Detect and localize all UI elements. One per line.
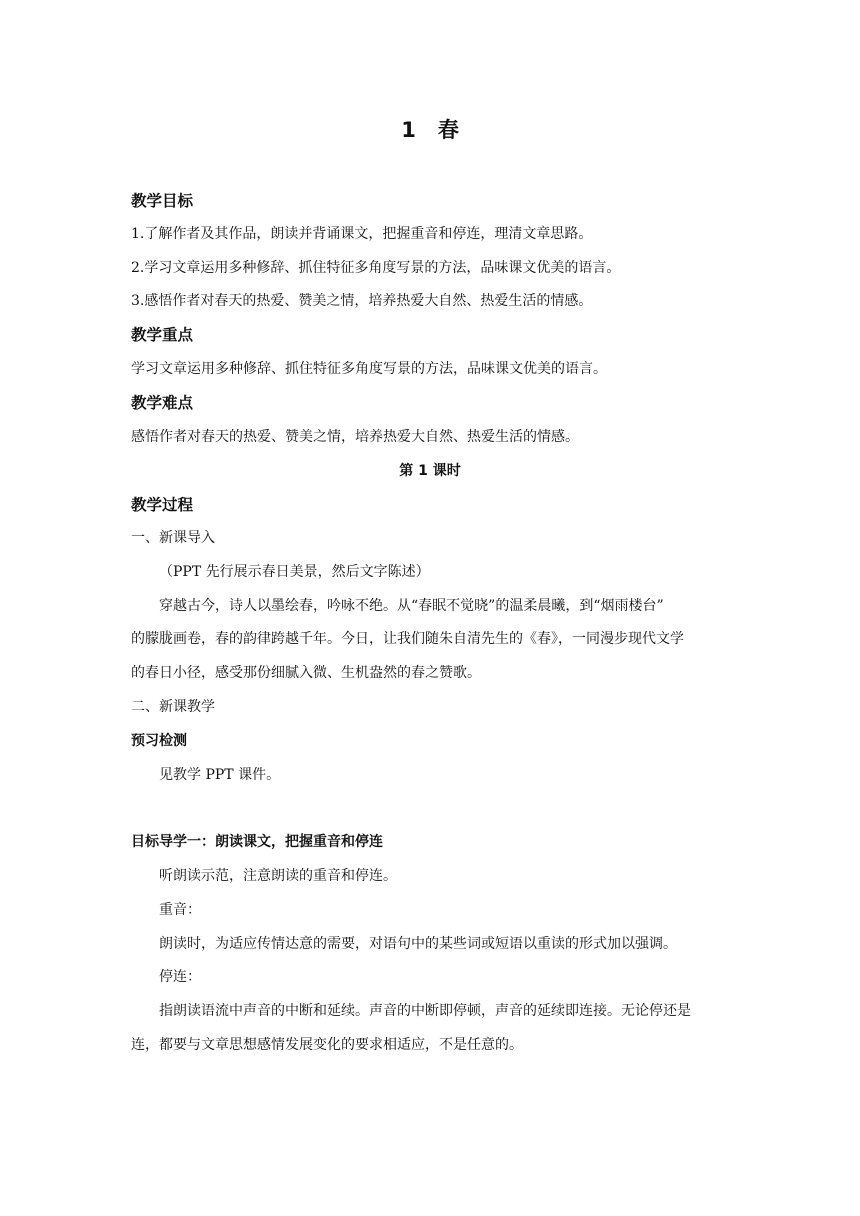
lesson-label: 第 1 课时 [399,463,461,479]
goal1-line: 重音： [159,902,201,918]
goal1-line: 听朗读示范，注意朗读的重音和停连。 [159,868,397,884]
goal-item: 2.学习文章运用多种修辞、抓住特征多角度写景的方法，品味课文优美的语言。 [131,260,621,276]
intro-line: 的春日小径，感受那份细腻入微、生机盎然的春之赞歌。 [131,665,481,681]
pause-line: 连，都要与文章思想感情发展变化的要求相适应，不是任意的。 [131,1037,523,1053]
preview-heading: 预习检测 [131,733,187,749]
ppt-note: （PPT 先行展示春日美景，然后文字陈述） [159,564,430,580]
goal1-line: 朗读时，为适应传情达意的需要，对语句中的某些词或短语以重读的形式加以强调。 [159,936,677,952]
goal1-heading: 目标导学一：朗读课文，把握重音和停连 [131,834,383,850]
section-heading: 二、新课教学 [131,699,215,715]
key-point-text: 学习文章运用多种修辞、抓住特征多角度写景的方法，品味课文优美的语言。 [131,361,607,377]
difficulty-heading: 教学难点 [131,394,194,412]
process-heading: 教学过程 [131,496,194,514]
preview-text: 见教学 PPT 课件。 [159,767,281,783]
key-point-heading: 教学重点 [131,326,194,344]
pause-line: 指朗读语流中声音的中断和延续。声音的中断即停顿，声音的延续即连接。无论停还是 [159,1003,691,1019]
intro-line: 穿越古今，诗人以墨绘春，吟咏不绝。从“春眠不觉晓”的温柔晨曦，到“烟雨楼台” [159,598,664,614]
intro-line: 的朦胧画卷，春的韵律跨越千年。今日，让我们随朱自清先生的《春》，一同漫步现代文学 [131,631,684,647]
goal-item: 3.感悟作者对春天的热爱、赞美之情，培养热爱大自然、热爱生活的情感。 [131,293,593,309]
title-number: 1 [401,118,416,142]
page-title [0,114,860,144]
goal-item: 1.了解作者及其作品，朗读并背诵课文，把握重音和停连，理清文章思路。 [131,226,593,242]
section-heading: 一、新课导入 [131,530,215,546]
title-text: 春 [437,118,459,142]
goals-heading: 教学目标 [131,192,194,210]
difficulty-text: 感悟作者对春天的热爱、赞美之情，培养热爱大自然、热爱生活的情感。 [131,429,579,445]
goal1-line: 停连： [159,969,201,985]
